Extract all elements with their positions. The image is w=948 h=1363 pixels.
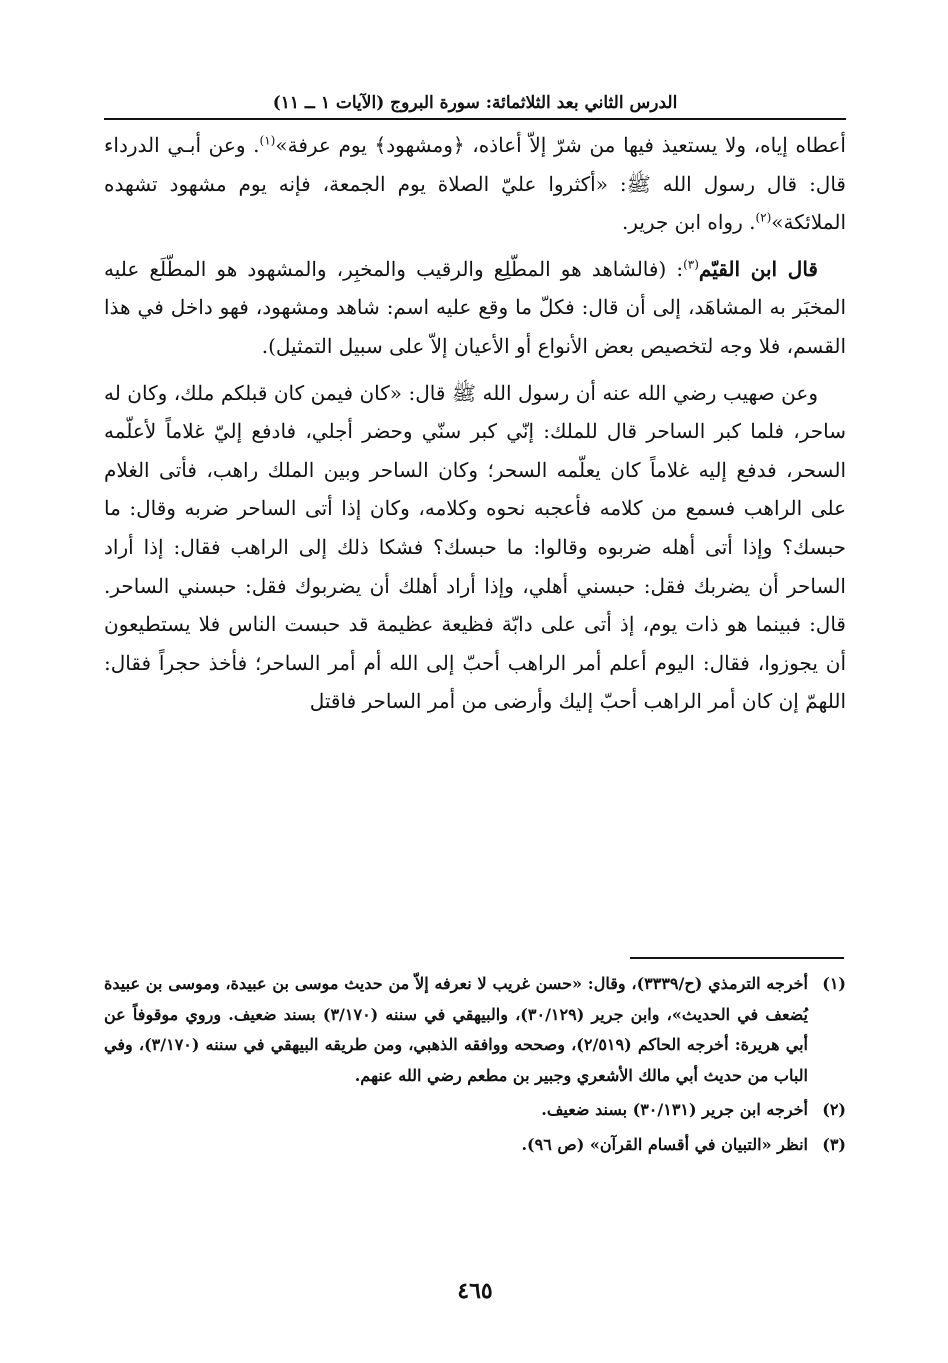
page-number: ٤٦٥: [457, 1278, 493, 1304]
footnote-3-text: انظر «التبيان في أقسام القرآن» (ص ٩٦).: [521, 1134, 808, 1154]
footnote-marker-3[interactable]: (٣): [683, 257, 699, 272]
footnotes: [104, 969, 846, 1164]
footnote-3-number: (٣): [822, 1134, 846, 1154]
paragraph-2-text: : (فالشاهد هو المطّلِع والرقيب والمخبِر، والمشهود هو المطّلَع عليه المخبَر به المشاهَد، إلى أن قال: فكلّ ما وقع عليه اسم: شاهد ومشهود، فهو داخل في هذا القسم، فلا وجه لتخصيص بعض الأنواع أو الأعيان إلاّ على سبيل التمثيل).: [104, 256, 846, 358]
footnote-2: [104, 1095, 846, 1126]
footnote-rule: [630, 957, 844, 959]
footnote-2-number: (٢): [822, 1100, 846, 1119]
footnote-3: [104, 1130, 846, 1161]
footnote-marker-1[interactable]: (١): [259, 133, 276, 148]
running-header: الدرس الثاني بعد الثلاثمائة: سورة البروج (الآيات ١ ــ ١١): [272, 93, 678, 113]
header-rule: [104, 118, 846, 120]
paragraph-2-label: قال ابن القيّم: [698, 256, 818, 281]
paragraph-3-text: وعن صهيب رضي الله عنه أن رسول الله ﷺ قال: «كان فيمن كان قبلكم ملك، وكان له ساحر، فلما كبر الساحر قال للملك: إنّي كبر سنّي وحضر أجلي، فادفع إليّ غلاماً لأعلّمه السحر، فدفع إليه غلاماً كان يعلّمه السحر؛ وكان الساحر وبين الملك راهب، فأتى الغلام على الراهب فسمع من كلامه فأعجبه نحوه وكلامه، وكان إذا أتى الساحر ضربه وقال: ما حبسك؟ وإذا أتى أهله ضربوه وقالوا: ما حبسك؟ فشكا ذلك إلى الراهب فقال: إذا أراد الساحر أن يضربك فقل: حبسني أهلي، وإذا أراد أهلك أن يضربوك فقل: حبسني الساحر. قال: فبينما هو ذات يوم، إذ أتى على دابّة فظيعة عظيمة قد حبست الناس فلا يستطيعون أن يجوزوا، فقال: اليوم أعلم أمر الراهب أحبّ إلى الله أم أمر الساحر؛ فأخذ حجراً فقال: اللهمّ إن كان أمر الراهب أحبّ إليك وأرضى من أمر الساحر فاقتل: [104, 380, 846, 714]
paragraph-2: [104, 250, 846, 366]
footnote-2-text: أخرجه ابن جرير (٣٠/١٣١) بسند ضعيف.: [541, 1100, 808, 1119]
footnote-1-number: (١): [822, 974, 846, 993]
paragraph-1-text-b: . وعن أبـي الدرداء قال: قال رسول الله ﷺ: «أكثروا عليّ الصلاة يوم الجمعة، فإنه يوم مشهود تشهده الملائكة»: [104, 133, 846, 235]
footnote-1-text: أخرجه الترمذي (ح/٣٣٣٩)، وقال: «حسن غريب لا نعرفه إلاّ من حديث موسى بن عبيدة، وموسى بن عبيدة يُضعف في الحديث»، وابن جرير (٣٠/١٢٩)، والبيهقي في سننه (٣/١٧٠) بسند ضعيف. وروي موقوفاً عن أبي هريرة: أخرجه الحاكم (٢/٥١٩)، وصححه ووافقه الذهبي، ومن طريقه البيهقي في سننه (٣/١٧٠)، وفي الباب من حديث أبي مالك الأشعري وجبير بن مطعم رضي الله عنهم.: [104, 974, 809, 1085]
footnote-marker-2[interactable]: (٢): [755, 210, 772, 225]
paragraph-3: [104, 374, 846, 721]
paragraph-1: [104, 126, 846, 242]
body-text: [104, 126, 846, 729]
paragraph-1-text-a: أعطاه إياه، ولا يستعيذ فيها من شرّ إلاّ أعاذه، ﴿ومشهود﴾ يوم عرفة»: [275, 133, 846, 157]
footnote-1: [104, 969, 846, 1091]
paragraph-1-text-c: . رواه ابن جرير.: [621, 210, 756, 235]
